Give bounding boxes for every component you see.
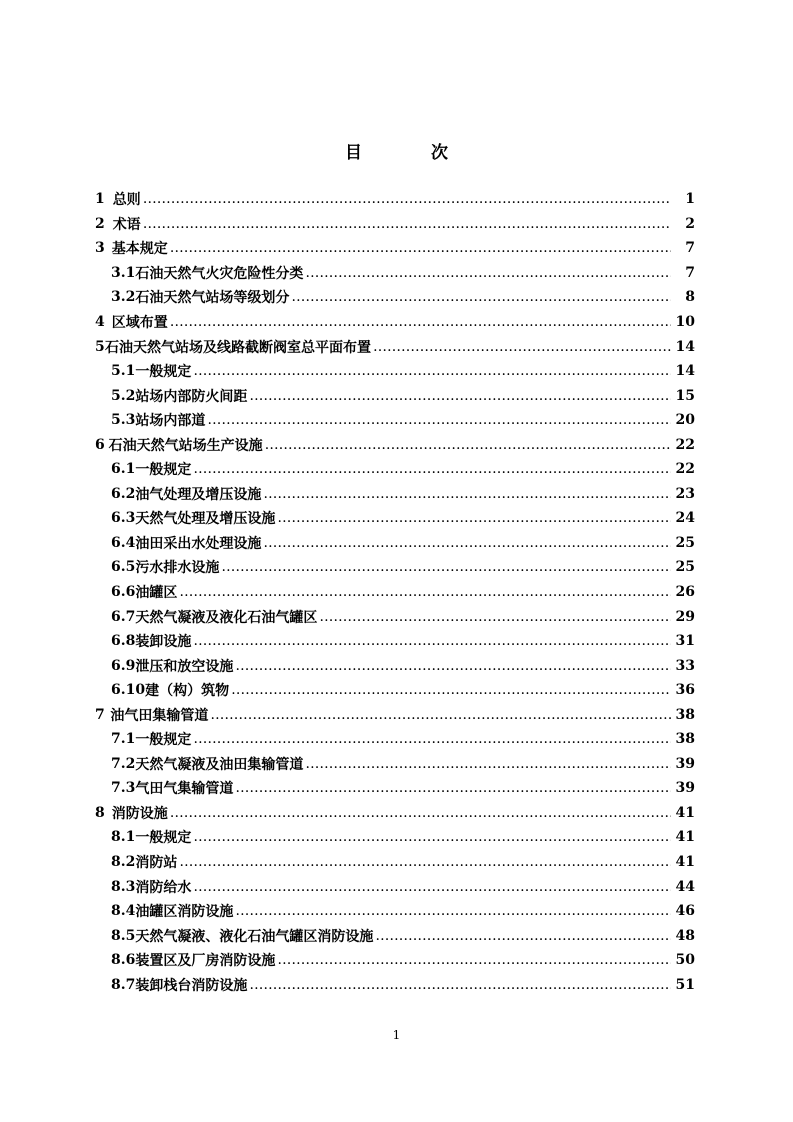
toc-entry-number: 8.1 (111, 829, 136, 846)
toc-entry-page: 41 (675, 804, 695, 821)
toc-leader-dots (207, 413, 671, 427)
toc-entry[interactable] (95, 874, 695, 899)
toc-entry[interactable] (95, 212, 695, 237)
toc-leader-dots (143, 217, 671, 231)
toc-entry-label: 建（构）筑物 (145, 683, 230, 700)
toc-entry-label: 气田气集输管道 (135, 781, 234, 798)
toc-entry[interactable] (95, 334, 695, 359)
toc-entry-label: 一般规定 (135, 462, 192, 479)
toc-entry-label: 污水排水设施 (135, 560, 220, 577)
toc-entry-label: 一般规定 (135, 364, 192, 381)
toc-entry-label: 天然气凝液、液化石油气罐区消防设施 (135, 928, 374, 945)
toc-leader-dots (193, 364, 671, 378)
toc-entry-page: 23 (675, 485, 695, 502)
toc-entry-page: 38 (675, 706, 695, 723)
toc-entry-label: 天然气凝液及油田集输管道 (135, 756, 304, 773)
toc-leader-dots (249, 389, 671, 403)
toc-entry-page: 25 (675, 534, 695, 551)
toc-leader-dots (235, 781, 671, 795)
toc-entry[interactable] (95, 506, 695, 531)
toc-entry[interactable] (95, 285, 695, 310)
toc-leader-dots (193, 830, 671, 844)
toc-leader-dots (265, 438, 671, 452)
toc-entry-label: 油气田集输管道 (110, 707, 209, 724)
toc-entry[interactable] (95, 580, 695, 605)
toc-leader-dots (263, 536, 671, 550)
toc-entry-page: 46 (675, 903, 695, 920)
toc-leader-dots (235, 659, 671, 673)
toc-entry-label: 石油天然气火灾危险性分类 (135, 265, 304, 282)
toc-leader-dots (221, 560, 671, 574)
toc-entry[interactable] (95, 555, 695, 580)
toc-entry-number: 6.4 (111, 534, 136, 551)
toc-entry-label: 油气处理及增压设施 (135, 486, 262, 503)
toc-entry-number: 3 (95, 240, 105, 257)
toc-entry-number: 6.5 (111, 559, 136, 576)
toc-entry[interactable] (95, 457, 695, 482)
toc-entry-page: 7 (685, 264, 695, 281)
toc-entry-number: 6.7 (111, 608, 136, 625)
toc-entry-page: 10 (675, 314, 695, 330)
toc-leader-dots (170, 241, 671, 255)
toc-entry-number: 8 (95, 804, 105, 821)
toc-entry-label: 天然气凝液及液化石油气罐区 (135, 609, 318, 626)
toc-entry-number: 8.3 (111, 878, 136, 895)
toc-entry-label: 石油天然气站场及线路截断阀室总平面布置 (104, 339, 371, 356)
toc-entry-page: 20 (675, 412, 695, 429)
toc-leader-dots (170, 806, 671, 820)
toc-entry-page: 41 (675, 854, 695, 871)
toc-entry-number: 6.8 (111, 633, 136, 650)
page-title: 目 次 (345, 143, 474, 163)
toc-entry-number: 3.2 (111, 289, 136, 306)
toc-entry[interactable] (95, 482, 695, 507)
toc-entry-label: 油田采出水处理设施 (135, 535, 262, 552)
toc-entry-label: 总则 (112, 192, 141, 209)
toc-entry-page: 24 (675, 510, 695, 527)
toc-entry-page: 14 (675, 363, 695, 380)
toc-entry-label: 站场内部防火间距 (135, 388, 248, 405)
toc-entry[interactable] (95, 653, 695, 678)
toc-leader-dots (193, 880, 671, 894)
toc-entry-number: 8.5 (111, 927, 136, 944)
toc-entry-page: 38 (675, 731, 695, 748)
toc-entry[interactable] (95, 678, 695, 703)
toc-leader-dots (263, 487, 671, 501)
toc-entry-label: 装卸设施 (135, 634, 192, 651)
toc-leader-dots (291, 290, 671, 304)
toc-entry-label: 油罐区 (135, 585, 178, 602)
toc-entry-page: 44 (675, 878, 695, 895)
toc-leader-dots (305, 266, 671, 280)
toc-leader-dots (235, 904, 671, 918)
toc-entry-label: 消防给水 (135, 879, 192, 896)
toc-entry-page: 51 (675, 976, 695, 993)
toc-entry[interactable] (95, 752, 695, 777)
toc-entry-number: 7.2 (111, 755, 136, 772)
toc-entry-page: 8 (685, 289, 695, 306)
toc-leader-dots (170, 315, 671, 329)
toc-entry-label: 一般规定 (135, 732, 192, 749)
toc-leader-dots (277, 953, 671, 967)
toc-entry-number: 5 (95, 338, 105, 355)
toc-leader-dots (375, 929, 671, 943)
toc-entry[interactable] (95, 776, 695, 801)
toc-entry-label: 油罐区消防设施 (135, 904, 234, 921)
toc-leader-dots (319, 610, 671, 624)
toc-entry[interactable] (95, 383, 695, 408)
toc-leader-dots (193, 462, 671, 476)
toc-leader-dots (305, 757, 671, 771)
toc-entry-label: 石油天然气站场等级划分 (135, 290, 290, 307)
toc-entry-label: 站场内部道 (135, 413, 206, 430)
toc-entry-number: 7.3 (111, 780, 136, 797)
toc-entry-number: 4 (95, 314, 105, 330)
toc-entry-number: 7.1 (111, 731, 136, 748)
toc-entry-number: 8.2 (111, 854, 136, 871)
toc-entry-number: 1 (95, 191, 105, 208)
toc-entry[interactable] (95, 629, 695, 654)
toc-entry[interactable] (95, 236, 695, 261)
toc-entry[interactable] (95, 850, 695, 875)
toc-entry-number: 2 (95, 215, 105, 232)
toc-entry[interactable] (95, 408, 695, 433)
toc-entry[interactable] (95, 359, 695, 384)
toc-leader-dots (373, 340, 671, 354)
toc-entry-label: 区域布置 (111, 315, 168, 331)
toc-entry-page: 41 (675, 829, 695, 846)
toc-entry[interactable] (95, 948, 695, 973)
toc-entry[interactable] (95, 261, 695, 286)
toc-entry-number: 6.9 (111, 657, 136, 674)
toc-leader-dots (143, 192, 671, 206)
toc-entry-page: 1 (685, 191, 695, 208)
table-of-contents (95, 187, 695, 997)
toc-leader-dots (193, 634, 671, 648)
toc-entry-number: 8.7 (111, 976, 136, 993)
toc-entry-label: 石油天然气站场生产设施 (108, 437, 263, 454)
toc-entry-label: 装卸栈台消防设施 (135, 977, 248, 994)
toc-entry-label: 一般规定 (135, 830, 192, 847)
toc-entry-page: 31 (675, 633, 695, 650)
toc-entry-number: 8.4 (111, 903, 136, 920)
toc-entry[interactable] (95, 310, 695, 335)
toc-entry-number: 5.2 (111, 387, 136, 404)
toc-entry[interactable] (95, 187, 695, 212)
toc-entry-page: 33 (675, 657, 695, 674)
toc-entry-number: 3.1 (111, 264, 136, 281)
toc-leader-dots (179, 585, 671, 599)
toc-entry-page: 36 (675, 682, 695, 699)
toc-entry-page: 26 (675, 584, 695, 601)
toc-entry-number: 6.2 (111, 485, 136, 502)
toc-entry-number: 5.1 (111, 363, 136, 380)
toc-entry[interactable] (95, 432, 695, 457)
toc-entry[interactable] (95, 604, 695, 629)
toc-entry-page: 22 (675, 461, 695, 478)
toc-entry-number: 8.6 (111, 952, 136, 969)
toc-entry-page: 14 (675, 338, 695, 355)
toc-leader-dots (249, 978, 671, 992)
toc-entry[interactable] (95, 923, 695, 948)
page-number: 1 (392, 1028, 401, 1042)
toc-entry-page: 50 (675, 952, 695, 969)
toc-entry-page: 2 (685, 215, 695, 232)
toc-entry[interactable] (95, 801, 695, 826)
toc-leader-dots (277, 511, 671, 525)
toc-entry-number: 5.3 (111, 412, 136, 429)
toc-entry-label: 装置区及厂房消防设施 (135, 953, 276, 970)
toc-entry[interactable] (95, 973, 695, 998)
toc-entry-label: 泄压和放空设施 (135, 658, 234, 675)
toc-entry[interactable] (95, 702, 695, 727)
toc-entry-label: 术语 (112, 216, 141, 233)
toc-entry-page: 39 (675, 755, 695, 772)
toc-entry-number: 6.3 (111, 510, 136, 527)
toc-entry-label: 消防设施 (111, 805, 168, 822)
toc-entry-page: 29 (675, 608, 695, 625)
toc-entry-page: 7 (685, 240, 695, 257)
toc-entry[interactable] (95, 825, 695, 850)
toc-entry-page: 25 (675, 559, 695, 576)
toc-leader-dots (231, 683, 671, 697)
toc-entry-label: 天然气处理及增压设施 (135, 511, 276, 528)
toc-leader-dots (179, 855, 671, 869)
toc-entry-number: 6.1 (111, 461, 136, 478)
toc-entry-page: 48 (675, 927, 695, 944)
toc-entry-label: 消防站 (135, 855, 178, 872)
toc-entry-number: 6.10 (111, 682, 146, 699)
toc-entry-page: 15 (675, 387, 695, 404)
toc-leader-dots (193, 732, 671, 746)
toc-entry[interactable] (95, 531, 695, 556)
toc-entry-page: 22 (675, 436, 695, 453)
toc-entry-number: 6.6 (111, 584, 136, 601)
toc-entry-page: 39 (675, 780, 695, 797)
toc-entry-number: 7 (95, 706, 105, 723)
toc-entry[interactable] (95, 727, 695, 752)
toc-entry-label: 基本规定 (111, 241, 168, 258)
toc-entry-number: 6 (95, 436, 105, 453)
toc-entry[interactable] (95, 899, 695, 924)
toc-leader-dots (210, 708, 671, 722)
